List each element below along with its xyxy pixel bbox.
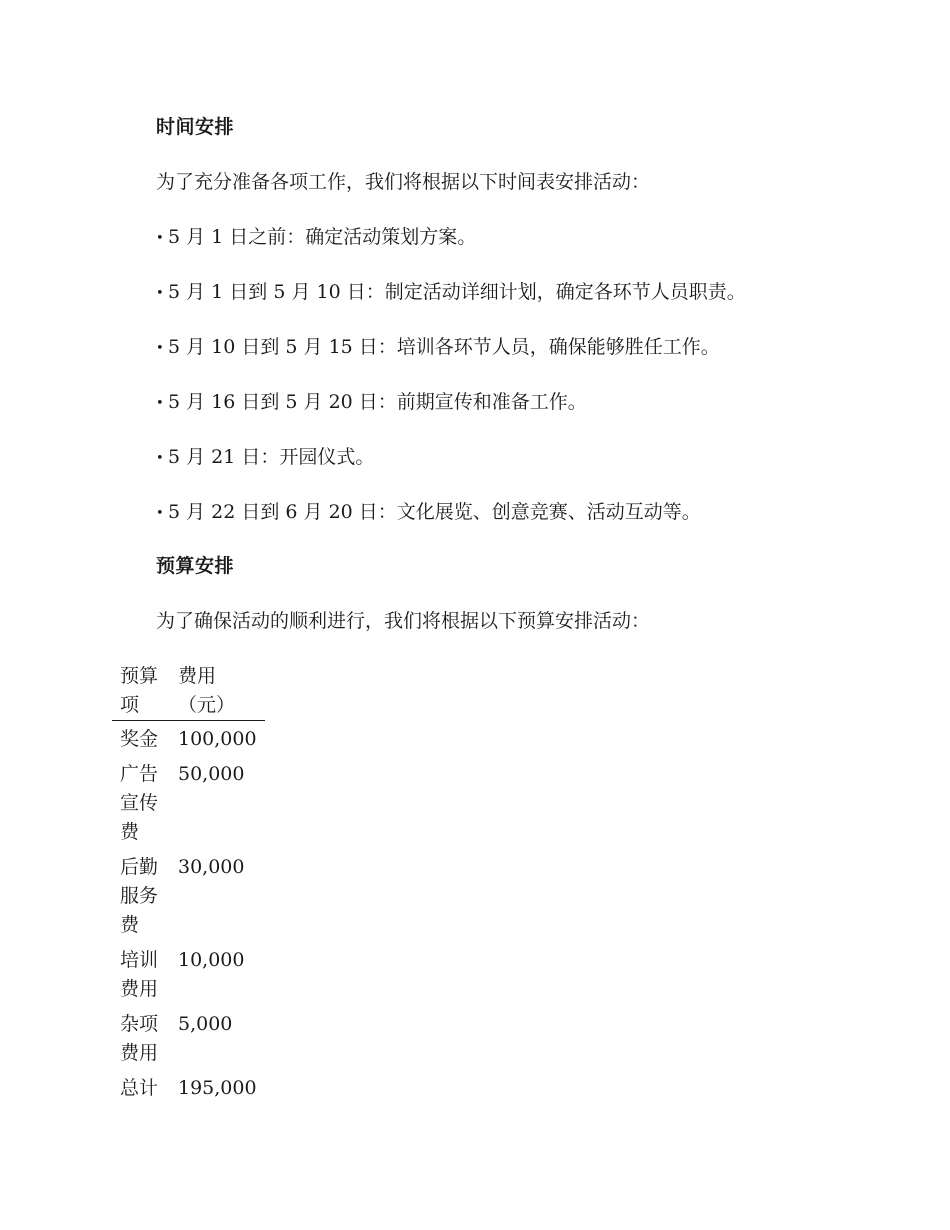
table-cell-item: 杂项费用 (120, 1013, 159, 1064)
schedule-item (156, 279, 746, 307)
budget-intro: 为了确保活动的顺利进行，我们将根据以下预算安排活动： (156, 610, 651, 632)
schedule-item (156, 499, 701, 527)
table-cell-cost: 50,000 (178, 763, 245, 785)
bullet-icon: • (156, 341, 164, 356)
column-header-item: 预算项 (112, 660, 170, 721)
schedule-item-text: 5 月 10 日到 5 月 15 日：培训各环节人员，确保能够胜任工作。 (168, 336, 720, 358)
schedule-item (156, 334, 720, 362)
table-row (112, 1070, 265, 1105)
schedule-item-text: 5 月 21 日：开园仪式。 (168, 446, 375, 468)
table-row (112, 721, 265, 757)
bullet-icon: • (156, 231, 164, 246)
schedule-item-text: 5 月 1 日到 5 月 10 日：制定活动详细计划，确定各环节人员职责。 (168, 281, 746, 303)
schedule-item-text: 5 月 22 日到 6 月 20 日：文化展览、创意竞赛、活动互动等。 (168, 501, 701, 523)
table-cell-cost: 10,000 (178, 949, 245, 971)
table-cell-cost: 100,000 (178, 728, 257, 750)
schedule-heading: 时间安排 (156, 116, 235, 138)
budget-heading: 预算安排 (156, 555, 235, 577)
table-cell-cost: 195,000 (178, 1077, 257, 1099)
table-row (112, 1006, 265, 1070)
bullet-icon: • (156, 286, 164, 301)
bullet-icon: • (156, 396, 164, 411)
table-cell-cost: 5,000 (178, 1013, 233, 1035)
table-header-row (112, 660, 265, 721)
table-cell-cost: 30,000 (178, 856, 245, 878)
bullet-icon: • (156, 506, 164, 521)
schedule-item (156, 224, 476, 252)
table-cell-item: 后勤服务费 (120, 856, 159, 936)
column-header-cost: 费用（元） (170, 660, 265, 721)
schedule-item-text: 5 月 16 日到 5 月 20 日：前期宣传和准备工作。 (168, 391, 587, 413)
schedule-item (156, 389, 587, 417)
table-cell-item: 广告宣传费 (120, 763, 159, 843)
bullet-icon: • (156, 451, 164, 466)
schedule-item (156, 444, 374, 472)
table-row (112, 942, 265, 1006)
schedule-item-text: 5 月 1 日之前：确定活动策划方案。 (168, 226, 477, 248)
table-cell-item: 总计 (120, 1077, 159, 1099)
schedule-intro: 为了充分准备各项工作，我们将根据以下时间表安排活动： (156, 171, 651, 193)
budget-table (112, 660, 265, 1105)
table-cell-item: 培训费用 (120, 949, 159, 1000)
table-row (112, 756, 265, 849)
table-row (112, 849, 265, 942)
table-cell-item: 奖金 (120, 728, 159, 750)
